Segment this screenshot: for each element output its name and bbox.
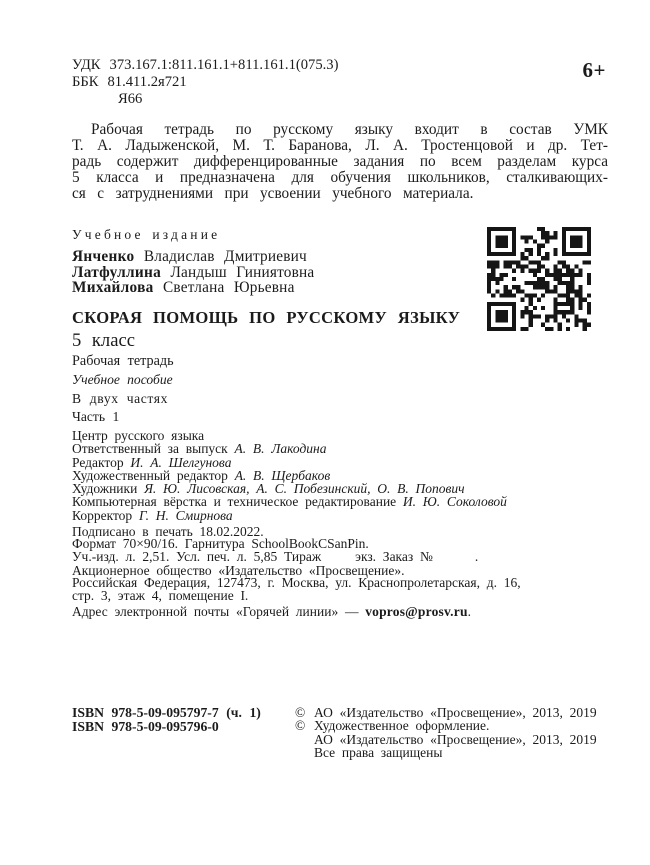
author-given-names: Ландыш Гиниятовна xyxy=(170,263,315,281)
print-imprint xyxy=(72,526,478,563)
credit-person: Г. Н. Смирнова xyxy=(138,507,233,523)
author-line xyxy=(72,265,314,281)
qr-code-image xyxy=(487,227,591,331)
signed-to-print-line: Подписано в печать 18.02.2022. xyxy=(72,524,264,539)
author-line xyxy=(72,249,314,265)
isbn-line: ISBN 978-5-09-095797-7 (ч. 1) xyxy=(72,705,261,720)
email-label: Адрес электронной почты «Горячей линии» — xyxy=(72,604,359,619)
isbn-block xyxy=(72,706,261,734)
annotation-line: Т. А. Ладыженской, М. Т. Баранова, Л. А. Тростенцовой и др. Тет- xyxy=(72,136,608,154)
edition-kind-label: Учебное издание xyxy=(72,227,221,242)
credit-line: Компьютерная вёрстка и техническое редактирование И. Ю. Соколовой xyxy=(72,494,507,510)
credit-line: Ответственный за выпуск А. В. Лакодина xyxy=(72,441,327,457)
publisher-address xyxy=(72,565,521,602)
author-surname: Латфуллина xyxy=(72,263,162,281)
credit-line: Художественный редактор А. В. Щербаков xyxy=(72,467,331,483)
publication-type: Учебное пособие xyxy=(72,372,173,387)
copyright-line: © Художественное оформление. xyxy=(295,718,490,734)
bibliographic-ids xyxy=(72,57,338,109)
credit-person: А. В. Лакодина xyxy=(234,441,327,457)
book-title: СКОРАЯ ПОМОЩЬ ПО РУССКОМУ ЯЗЫКУ xyxy=(72,308,461,327)
annotation-line: ся с затруднениями при усвоении учебного материала. xyxy=(72,184,474,202)
production-credits xyxy=(72,429,507,522)
publisher-address-line: Российская Федерация, 127473, г. Москва, ул. Краснопролетарская, д. 16, xyxy=(72,575,521,591)
credit-line: Редактор И. А. Шелгунова xyxy=(72,454,232,470)
author-surname: Михайлова xyxy=(72,279,154,297)
copyright-line: Все права защищены xyxy=(314,744,443,760)
annotation-line: Рабочая тетрадь по русскому языку входит в состав УМК xyxy=(91,121,608,138)
author-surname: Янченко xyxy=(72,248,135,265)
publisher-address-line: стр. 3, этаж 4, помещение I. xyxy=(72,587,249,603)
age-rating-badge: 6+ xyxy=(582,58,606,82)
author-given-names: Владислав Дмитриевич xyxy=(143,248,307,265)
publisher-company: Акционерное общество «Издательство «Просвещение». xyxy=(72,563,405,578)
authors-list xyxy=(72,249,314,296)
hotline-email-line: Адрес электронной почты «Горячей линии» — vopros@prosv.ru. xyxy=(72,604,472,619)
credit-person: А. В. Щербаков xyxy=(234,467,331,483)
isbn-line: ISBN 978-5-09-095796-0 xyxy=(72,718,219,734)
author-given-names: Светлана Юрьевна xyxy=(163,279,295,297)
copyright-line: АО «Издательство «Просвещение», 2013, 2019 xyxy=(314,731,597,747)
annotation-paragraph xyxy=(72,122,608,202)
copyright-line: © АО «Издательство «Просвещение», 2013, 2019 xyxy=(295,705,597,720)
format-line: Формат 70×90/16. Гарнитура SchoolBookCSanPin. xyxy=(72,536,369,552)
credit-person: И. А. Шелгунова xyxy=(130,454,232,470)
credit-person: Я. Ю. Лисовская, А. С. Побезинский, О. В. Попович xyxy=(144,481,465,497)
credit-line: Корректор Г. Н. Смирнова xyxy=(72,507,233,523)
bbk-line xyxy=(72,74,338,91)
bbk-label: ББК xyxy=(72,74,99,91)
grade-label: 5 класс xyxy=(72,330,135,351)
credit-line: Художники Я. Ю. Лисовская, А. С. Побезинский, О. В. Попович xyxy=(72,481,465,497)
email-address: vopros@prosv.ru xyxy=(365,604,468,619)
book-subtitle: Рабочая тетрадь xyxy=(72,353,174,369)
copyright-icon: © xyxy=(295,705,306,720)
qr-code-pattern xyxy=(487,227,591,331)
part-number: Часть 1 xyxy=(72,409,120,424)
udk-line xyxy=(72,57,338,74)
author-sign: Я66 xyxy=(118,91,143,108)
bbk-value: 81.411.2я721 xyxy=(107,74,187,91)
copyright-icon: © xyxy=(295,718,306,734)
parts-note: В двух частях xyxy=(72,391,169,406)
credits-center: Центр русского языка xyxy=(72,428,205,443)
copyright-block xyxy=(295,706,597,759)
volume-line: Уч.-изд. л. 2,51. Усл. печ. л. 5,85 Тираж экз. Заказ № . xyxy=(72,548,479,564)
annotation-line: 5 класса и предназначена для обучения школьников, сталкивающих- xyxy=(72,168,608,186)
udk-label: УДК xyxy=(72,57,101,73)
udk-value: 373.167.1:811.161.1+811.161.1(075.3) xyxy=(109,57,339,73)
annotation-line: радь содержит дифференцированные задания по всем разделам курса xyxy=(72,152,608,170)
author-line xyxy=(72,280,314,296)
credit-person: И. Ю. Соколовой xyxy=(402,494,507,510)
